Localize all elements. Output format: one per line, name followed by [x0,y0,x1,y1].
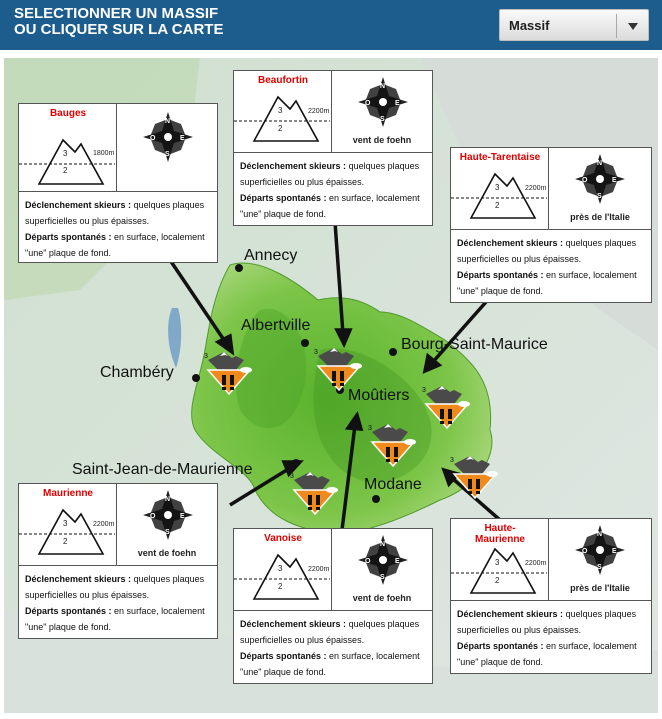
massif-bulletin: Déclenchement skieurs : quelques plaques superficielles ou plus épaisses. Départs spontanés : en surface, localement "une" plaque de fond. [457,609,637,667]
risk-above: 3 [495,558,500,567]
mountain-altitude-icon [23,134,115,188]
svg-text:S: S [380,116,385,123]
svg-text:N: N [380,83,386,90]
risk-marker-beaufortin[interactable] [316,346,362,392]
svg-text:S: S [597,564,602,571]
compass-rose-icon [573,523,627,577]
svg-text:E: E [395,100,400,107]
massif-bulletin: Déclenchement skieurs : quelques plaques superficielles ou plus épaisses. Départs spontanés : en surface, localement "une" plaque de fond. [457,238,637,296]
svg-text:3: 3 [422,387,426,394]
place-label-bourg-saint-maurice[interactable]: Bourg-Saint-Maurice [401,336,548,353]
risk-above: 3 [278,106,283,115]
risk-below: 2 [495,576,500,585]
svg-text:N: N [165,118,171,125]
massif-card-haute-maurienne[interactable] [450,518,652,674]
wind-note: vent de foehn [352,135,412,145]
massif-bulletin: Déclenchement skieurs : quelques plaques superficielles ou plus épaisses. Départs spontanés : en surface, localement "une" plaque de fond. [240,619,420,677]
svg-text:S: S [165,529,170,536]
svg-text:N: N [597,531,603,538]
svg-text:O: O [150,513,156,520]
mountain-altitude-icon [455,168,547,222]
massif-card-vanoise[interactable] [233,528,433,684]
svg-text:O: O [582,177,588,184]
risk-above: 3 [63,149,68,158]
avalanche-risk-icon [316,346,362,392]
compass-rose-icon [141,488,195,542]
massif-card-maurienne[interactable] [18,483,218,639]
svg-text:3: 3 [204,353,208,360]
altitude-threshold: 2200m [308,108,330,115]
risk-marker-haute-maurienne[interactable] [452,454,498,500]
risk-marker-maurienne[interactable] [292,470,338,516]
altitude-threshold: 2200m [308,566,330,573]
avalanche-risk-icon [424,384,470,430]
svg-text:3: 3 [314,349,318,356]
place-label-annecy[interactable]: Annecy [244,247,298,264]
compass-rose-icon [141,110,195,164]
massif-bulletin: Déclenchement skieurs : quelques plaques superficielles ou plus épaisses. Départs spontanés : en surface, localement "une" plaque de fond. [25,574,205,632]
svg-text:N: N [597,160,603,167]
place-label-albertville[interactable]: Albertville [241,317,311,334]
compass-rose-icon [573,152,627,206]
risk-below: 2 [63,537,68,546]
wind-note: vent de foehn [137,548,197,558]
svg-text:S: S [165,151,170,158]
svg-text:O: O [582,548,588,555]
svg-text:E: E [180,135,185,142]
wind-note: vent de foehn [352,593,412,603]
mountain-altitude-icon [238,91,330,145]
risk-below: 2 [495,201,500,210]
avalanche-risk-icon [370,422,416,468]
risk-above: 3 [63,519,68,528]
risk-above: 3 [278,564,283,573]
avalanche-risk-icon [452,454,498,500]
compass-rose-icon [356,75,410,129]
risk-above: 3 [495,183,500,192]
compass-rose-icon [356,533,410,587]
place-label-chambery[interactable]: Chambéry [100,364,174,381]
massif-card-haute-tarentaise[interactable] [450,147,652,303]
svg-text:E: E [180,513,185,520]
avalanche-risk-icon [206,350,252,396]
svg-text:N: N [165,496,171,503]
massif-name: Haute-Tarentaise [459,152,541,163]
svg-text:3: 3 [290,473,294,480]
massif-name: Beaufortin [258,75,308,86]
altitude-threshold: 2200m [525,185,547,192]
svg-text:E: E [612,548,617,555]
mountain-altitude-icon [238,549,330,603]
risk-below: 2 [278,124,283,133]
svg-text:N: N [380,541,386,548]
altitude-threshold: 2200m [525,560,547,567]
massif-bulletin: Déclenchement skieurs : quelques plaques superficielles ou plus épaisses. Départs spontanés : en surface, localement "une" plaque de fond. [25,200,205,258]
svg-text:S: S [380,574,385,581]
massif-select-value: Massif [509,18,550,33]
risk-below: 2 [278,582,283,591]
svg-text:O: O [365,100,371,107]
svg-text:S: S [597,193,602,200]
altitude-threshold: 1800m [93,150,115,157]
place-label-moutiers[interactable]: Moûtiers [348,387,410,404]
svg-text:E: E [395,558,400,565]
massif-card-bauges[interactable] [18,103,218,263]
title-line-1: SELECTIONNER UN MASSIF [14,5,219,22]
massif-bulletin: Déclenchement skieurs : quelques plaques superficielles ou plus épaisses. Départs spontanés : en surface, localement "une" plaque de fond. [240,161,420,219]
mountain-altitude-icon [455,543,547,597]
risk-below: 2 [63,166,68,175]
place-label-saint-jean-de-maurienne[interactable]: Saint-Jean-de-Maurienne [72,461,253,478]
wind-note: près de l'Italie [570,212,630,222]
massif-name: Haute- Maurienne [474,523,525,545]
massif-select[interactable] [499,9,649,41]
page-title [14,6,314,38]
wind-note: près de l'Italie [570,583,630,593]
map-area[interactable] [0,50,662,719]
massif-name: Maurienne [42,488,93,499]
chevron-down-icon [623,19,643,33]
select-divider [616,14,617,38]
massif-card-beaufortin[interactable] [233,70,433,226]
massif-name: Vanoise [264,533,302,544]
risk-marker-bauges[interactable] [206,350,252,396]
svg-text:3: 3 [450,457,454,464]
header-bar [0,0,662,50]
avalanche-risk-icon [292,470,338,516]
place-label-modane[interactable]: Modane [364,476,422,493]
title-line-2: OU CLIQUER SUR LA CARTE [14,21,224,38]
svg-text:O: O [365,558,371,565]
risk-marker-vanoise[interactable] [370,422,416,468]
svg-text:E: E [612,177,617,184]
svg-text:3: 3 [368,425,372,432]
altitude-threshold: 2200m [93,521,115,528]
mountain-altitude-icon [23,504,115,558]
risk-marker-haute-tarentaise[interactable] [424,384,470,430]
massif-name: Bauges [49,108,87,119]
svg-text:O: O [150,135,156,142]
